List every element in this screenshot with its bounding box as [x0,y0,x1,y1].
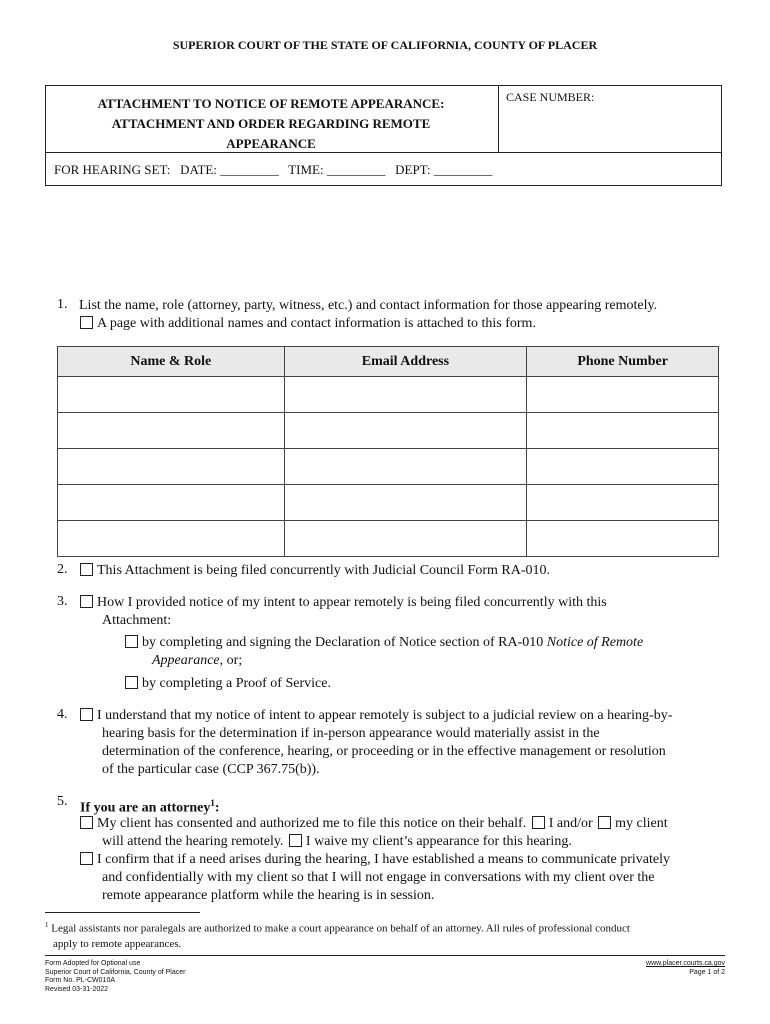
phone-cell[interactable] [527,521,719,557]
name-role-cell[interactable] [58,413,285,449]
hearing-dept-field[interactable]: DEPT: _________ [395,162,493,177]
column-header: Name & Role [58,347,285,377]
item-1-number: 1. [57,297,68,312]
email-cell[interactable] [284,449,527,485]
item-3-option-proof[interactable]: by completing a Proof of Service. [125,675,331,693]
checkbox-notice-provided[interactable] [80,595,93,608]
email-cell[interactable] [284,377,527,413]
table-row [58,449,719,485]
checkbox-client-attend[interactable] [598,816,611,829]
checkbox-client-consented[interactable] [80,816,93,829]
item-4-line3: determination of the conference, hearing, or proceeding or in the effective management or resolution [102,744,666,759]
checkbox-proof-of-service[interactable] [125,676,138,689]
checkbox-filed-concurrently[interactable] [80,563,93,576]
table-row [58,413,719,449]
item-5-consent-line2[interactable]: will attend the hearing remotely. I waive my client’s appearance for this hearing. [102,834,572,849]
item-4[interactable]: I understand that my notice of intent to appear remotely is subject to a judicial review on a hearing-by- [80,707,672,725]
item-4-line4: of the particular case (CCP 367.75(b)). [102,762,320,777]
item-3-line2: Attachment: [102,613,172,628]
item-5-heading: If you are an attorney$^1$: [80,798,220,816]
footer-divider [45,955,725,956]
name-role-cell[interactable] [58,449,285,485]
phone-cell[interactable] [527,377,719,413]
case-number-label[interactable]: CASE NUMBER: [506,90,595,104]
item-4-line2: hearing basis for the determination if in-person appearance would materially assist in the [102,726,600,741]
footnote-divider [45,912,200,913]
name-role-cell[interactable] [58,377,285,413]
item-5-confirm-line[interactable]: I confirm that if a need arises during the hearing, I have established a means to communicate privately [80,851,670,869]
item-2[interactable]: This Attachment is being filed concurrently with Judicial Council Form RA-010. [80,562,550,580]
table-row [58,377,719,413]
contacts-table [57,346,719,557]
checkbox-declaration-of-notice[interactable] [125,635,138,648]
form-title: ATTACHMENT TO NOTICE OF REMOTE APPEARANCE: ATTACHMENT AND ORDER REGARDING REMOTE APPEARANCE [97,96,445,151]
page-number: Page 1 of 2 [689,968,725,976]
checkbox-private-communication[interactable] [80,852,93,865]
footnote: $^1$ Legal assistants nor paralegals are authorized to make a court appearance on behalf of an attorney. All rules of professional conduct apply to remote appearances. [45,921,630,950]
checkbox-additional-page[interactable] [80,316,93,329]
item-5-confirm-line3: remote appearance platform while the hearing is in session. [102,888,435,903]
court-website-link[interactable]: www.placer.courts.ca.gov [646,960,725,967]
court-title: SUPERIOR COURT OF THE STATE OF CALIFORNIA, COUNTY OF PLACER [172,38,598,52]
email-cell[interactable] [284,521,527,557]
item-1-attachment-option[interactable]: A page with additional names and contact information is attached to this form. [80,315,536,333]
hearing-time-field[interactable]: TIME: _________ [288,162,386,177]
table-row [58,485,719,521]
phone-cell[interactable] [527,413,719,449]
item-2-number: 2. [57,562,68,577]
checkbox-i-attend[interactable] [532,816,545,829]
name-role-cell[interactable] [58,521,285,557]
item-1-text: List the name, role (attorney, party, witness, etc.) and contact information for those appearing remotely. [79,298,658,313]
item-5-number: 5. [57,794,68,809]
item-3-option-declaration-cont: Appearance, or; [152,653,243,668]
item-3-option-declaration[interactable]: by completing and signing the Declaration of Notice section of RA-010 Notice of Remote [125,634,643,652]
phone-cell[interactable] [527,449,719,485]
header-divider-horizontal [46,152,721,153]
column-header: Email Address [284,347,527,377]
table-row [58,521,719,557]
item-5-consent-line[interactable]: My client has consented and authorized me to file this notice on their behalf. I and/or my client [80,815,668,833]
checkbox-judicial-review[interactable] [80,708,93,721]
column-header: Phone Number [527,347,719,377]
header-box [45,85,722,186]
hearing-line [54,162,492,178]
item-3-number: 3. [57,594,68,609]
item-3[interactable]: How I provided notice of my intent to appear remotely is being filed concurrently with this [80,594,607,612]
phone-cell[interactable] [527,485,719,521]
checkbox-waive-appearance[interactable] [289,834,302,847]
header-divider [498,86,499,152]
footer-form-info: Form Adopted for Optional use Superior Court of California, County of Placer Form No. PL-CW010A Revised 03-31-2022 [45,960,186,993]
hearing-date-field[interactable]: DATE: _________ [180,162,279,177]
footer-right [560,960,725,977]
table-header-row [58,347,719,377]
item-5-confirm-line2: and confidentially with my client so that I will not engage in conversations with my client over the [102,870,655,885]
email-cell[interactable] [284,413,527,449]
item-4-number: 4. [57,707,68,722]
hearing-label: FOR HEARING SET: [54,162,171,177]
email-cell[interactable] [284,485,527,521]
name-role-cell[interactable] [58,485,285,521]
